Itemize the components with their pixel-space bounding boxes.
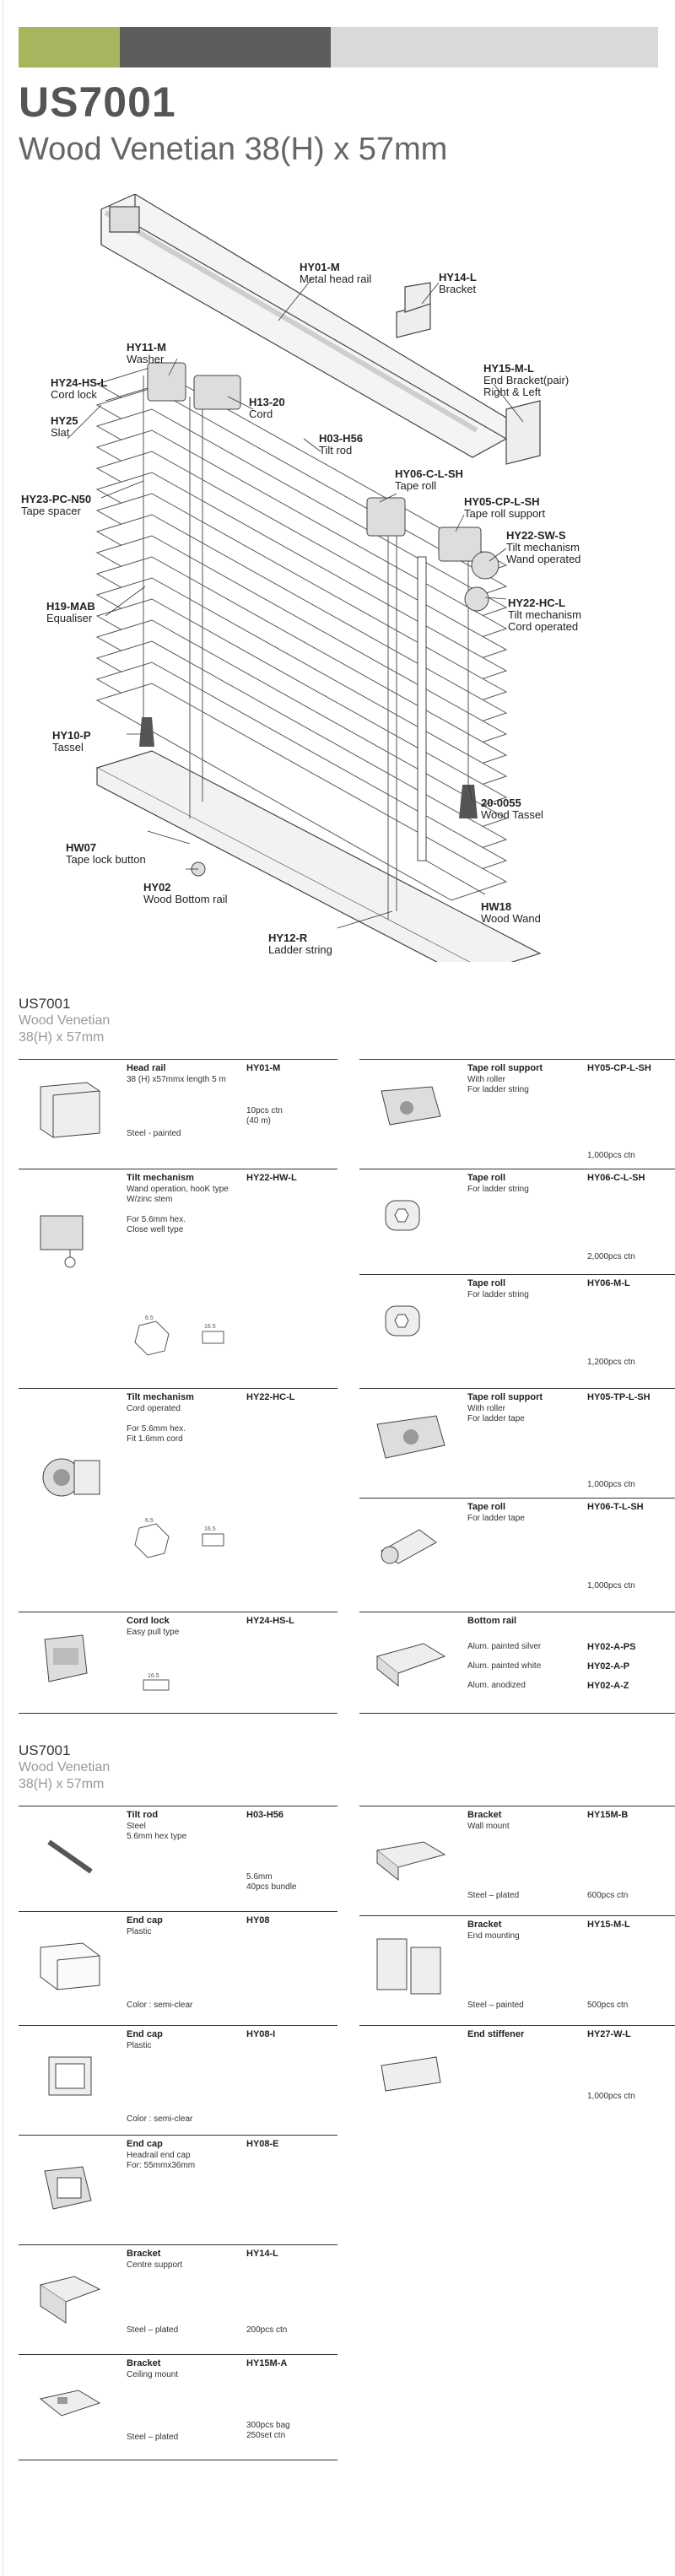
callout-hy25: HY25 Slat <box>51 414 78 439</box>
svg-text:6.5: 6.5 <box>145 1315 154 1321</box>
tape-roll-support-image <box>364 1070 457 1146</box>
part-tilt-mechanism-cord: Tilt mechanism Cord operated For 5.6mm hex. Fit 1.6mm cord HY22-HC-L 6.5 16.5 <box>19 1388 338 1612</box>
callout-hw07: HW07 Tape lock button <box>66 841 146 866</box>
part-tilt-mechanism-wand: Tilt mechanism Wand operation, hooK type W/zinc stem For 5.6mm hex. Close well type HY22-HW-L 6.5 16.5 <box>19 1169 338 1389</box>
tape-roll-image <box>364 1180 457 1256</box>
part-end-cap-hy08-e: End cap Headrail end cap For: 55mmx36mm HY08-E <box>19 2135 338 2245</box>
tilt-rod-image <box>24 1817 116 1893</box>
cord-lock-image <box>24 1623 116 1698</box>
callout-hy01-m: HY01-M Metal head rail <box>300 261 372 285</box>
svg-text:6.5: 6.5 <box>145 1518 154 1524</box>
part-head-rail: Head rail 38 (H) x57mmx length 5 m HY01-M 10pcs ctn (40 m) Steel - painted <box>19 1059 338 1169</box>
color-bar-dark <box>120 27 331 68</box>
callout-hy06-c-l-sh: HY06-C-L-SH Tape roll <box>395 467 463 492</box>
page-title: US7001 <box>19 78 176 126</box>
callout-hy12-r: HY12-R Ladder string <box>268 932 332 956</box>
callout-hw18: HW18 Wood Wand <box>481 900 541 925</box>
svg-text:16.5: 16.5 <box>204 1324 216 1330</box>
dimension-drawing <box>127 1515 278 1566</box>
tape-roll-image <box>364 1509 457 1585</box>
part-bracket-ceiling: Bracket Ceiling mount HY15M-A 300pcs bag 250set ctn Steel – plated <box>19 2354 338 2460</box>
tilt-mechanism-cord-image <box>24 1439 116 1515</box>
page-subtitle: Wood Venetian 38(H) x 57mm <box>19 132 448 167</box>
part-bottom-rail: Bottom rail Alum. painted silver HY02-A-PS Alum. painted white HY02-A-P Alum. anodized HY02-A-Z <box>359 1612 675 1714</box>
part-bracket-end: Bracket End mounting HY15-M-L 500pcs ctn Steel – painted <box>359 1915 675 2026</box>
bracket-image <box>24 2255 116 2331</box>
callout-hy02: HY02 Wood Bottom rail <box>143 881 228 905</box>
divider <box>19 1713 338 1714</box>
exploded-diagram <box>0 194 675 962</box>
callout-hy22-sw-s: HY22-SW-S Tilt mechanism Wand operated <box>506 529 581 565</box>
part-cord-lock: Cord lock Easy pull type HY24-HS-L 16.5 <box>19 1612 338 1714</box>
dimension-drawing <box>127 1671 194 1697</box>
part-tape-roll-string: Tape roll For ladder string HY06-C-L-SH 2,000pcs ctn <box>359 1169 675 1275</box>
callout-h03-h56: H03-H56 Tilt rod <box>319 432 364 456</box>
dimension-drawing <box>127 1313 278 1364</box>
part-bracket-wall: Bracket Wall mount HY15M-B 600pcs ctn Steel – plated <box>359 1806 675 1916</box>
callout-hy15-m-l: HY15-M-L End Bracket(pair) Right & Left <box>483 362 570 398</box>
callout-h13-20: H13-20 Cord <box>249 396 285 420</box>
end-stiffener-image <box>364 2036 457 2112</box>
bottom-rail-image <box>364 1623 457 1698</box>
tilt-mechanism-wand-image <box>24 1203 116 1279</box>
part-tape-roll-support-tape: Tape roll support With roller For ladder tape HY05-TP-L-SH 1,000pcs ctn <box>359 1388 675 1499</box>
bracket-image <box>364 1817 457 1893</box>
part-bracket-centre: Bracket Centre support HY14-L 200pcs ctn Steel – plated <box>19 2244 338 2355</box>
callout-hy05-cp-l-sh: HY05-CP-L-SH Tape roll support <box>464 495 546 520</box>
tape-roll-support-image <box>364 1399 457 1475</box>
part-end-cap-hy08: End cap Plastic HY08 Color : semi-clear <box>19 1911 338 2026</box>
part-end-cap-hy08-i: End cap Plastic HY08-I Color : semi-clear <box>19 2025 338 2136</box>
callout-hy23-pc-n50: HY23-PC-N50 Tape spacer <box>21 493 92 517</box>
tape-roll-image <box>364 1285 457 1361</box>
part-tape-roll-string-m: Tape roll For ladder string HY06-M-L 1,200pcs ctn <box>359 1274 675 1389</box>
color-bar-light <box>331 27 658 68</box>
part-tilt-rod: Tilt rod Steel 5.6mm hex type H03-H56 5.6mm 40pcs bundle <box>19 1806 338 1912</box>
color-bar-green <box>19 27 120 68</box>
section2-heading: US7001 Wood Venetian 38(H) x 57mm <box>19 1742 111 1791</box>
end-cap-image <box>24 1922 116 1998</box>
end-cap-image <box>24 2146 116 2222</box>
svg-text:16.5: 16.5 <box>148 1673 159 1679</box>
callout-hy24-hs-l: HY24-HS-L Cord lock <box>51 376 108 401</box>
callout-hy14-l: HY14-L Bracket <box>439 271 477 295</box>
bracket-image <box>364 1926 457 2002</box>
divider <box>359 1713 675 1714</box>
part-end-stiffener: End stiffener HY27-W-L 1,000pcs ctn <box>359 2025 675 2127</box>
end-cap-image <box>24 2036 116 2112</box>
section1-heading: US7001 Wood Venetian 38(H) x 57mm <box>19 996 111 1045</box>
part-tape-roll-support-string: Tape roll support With roller For ladder string HY05-CP-L-SH 1,000pcs ctn <box>359 1059 675 1169</box>
part-tape-roll-tape: Tape roll For ladder tape HY06-T-L-SH 1,000pcs ctn <box>359 1498 675 1612</box>
head-rail-image <box>24 1070 116 1146</box>
callout-hy11-m: HY11-M Washer <box>127 341 166 365</box>
header-color-bar <box>19 27 658 68</box>
callout-20-0055: 20-0055 Wood Tassel <box>481 797 543 821</box>
callout-hy22-hc-l: HY22-HC-L Tilt mechanism Cord operated <box>508 597 581 633</box>
bracket-image <box>24 2365 116 2441</box>
callout-h19-mab: H19-MAB Equaliser <box>46 600 95 624</box>
svg-text:16.5: 16.5 <box>204 1526 216 1532</box>
callout-hy10-p: HY10-P Tassel <box>52 729 91 753</box>
